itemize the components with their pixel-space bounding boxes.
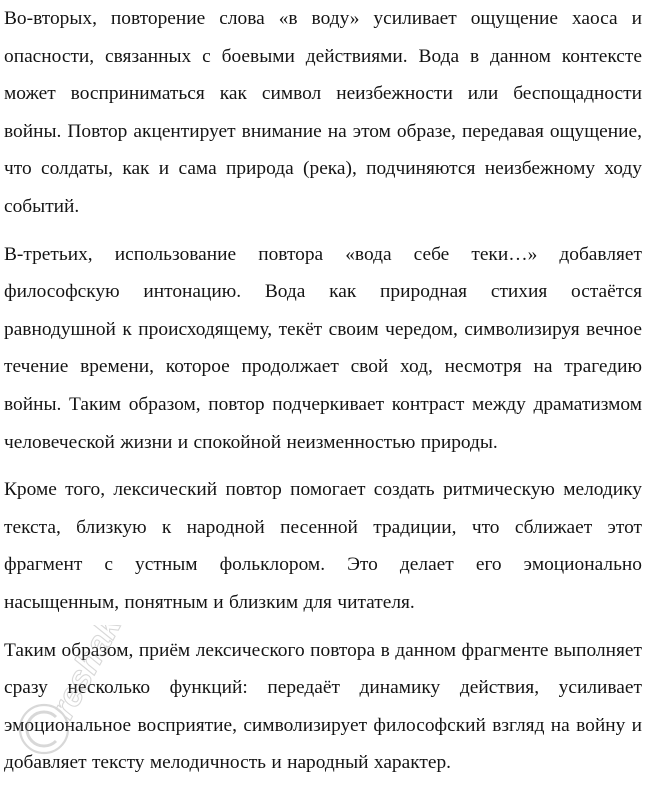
watermark-text: reshak.ru — [43, 625, 149, 725]
paragraph-1: Во-вторых, повторение слова «в воду» усиливает ощущение хаоса и опасности, связанных с боевыми действиями. Вода в данном контексте может восприниматься как символ неизбежности или беспощадности войны. Повтор акцентирует внимание на этом образе, передавая ощущение, что солдаты, как и сама природа (река), подчиняются неизбежному ходу событий. — [4, 8, 642, 217]
paragraph-2: В-третьих, использование повтора «вода себе теки…» добавляет философскую интонацию. Вода как природная стихия остаётся равнодушной к происходящему, текёт своим чередом, символизируя вечное течение времени, которое продолжает свой ход, несмотря на трагедию войны. Таким образом, повтор подчеркивает контраст между драматизмом человеческой жизни и спокойной неизменностью природы. — [4, 243, 642, 453]
paragraph-4: Таким образом, приём лексического повтора в данном фрагменте выполняет сразу несколько функций: передаёт динамику действия, усиливает эмоциональное восприятие, символизирует философский взгляд на войну и добавляет тексту мелодичность и народный характер. — [4, 639, 642, 774]
paragraph-3: Кроме того, лексический повтор помогает создать ритмическую мелодику текста, близкую к народной песенной традиции, что сближает этот фрагмент с устным фольклором. Это делает его эмоционально насыщенным, понятным и близким для читателя. — [4, 479, 642, 613]
document-body — [4, 0, 642, 792]
